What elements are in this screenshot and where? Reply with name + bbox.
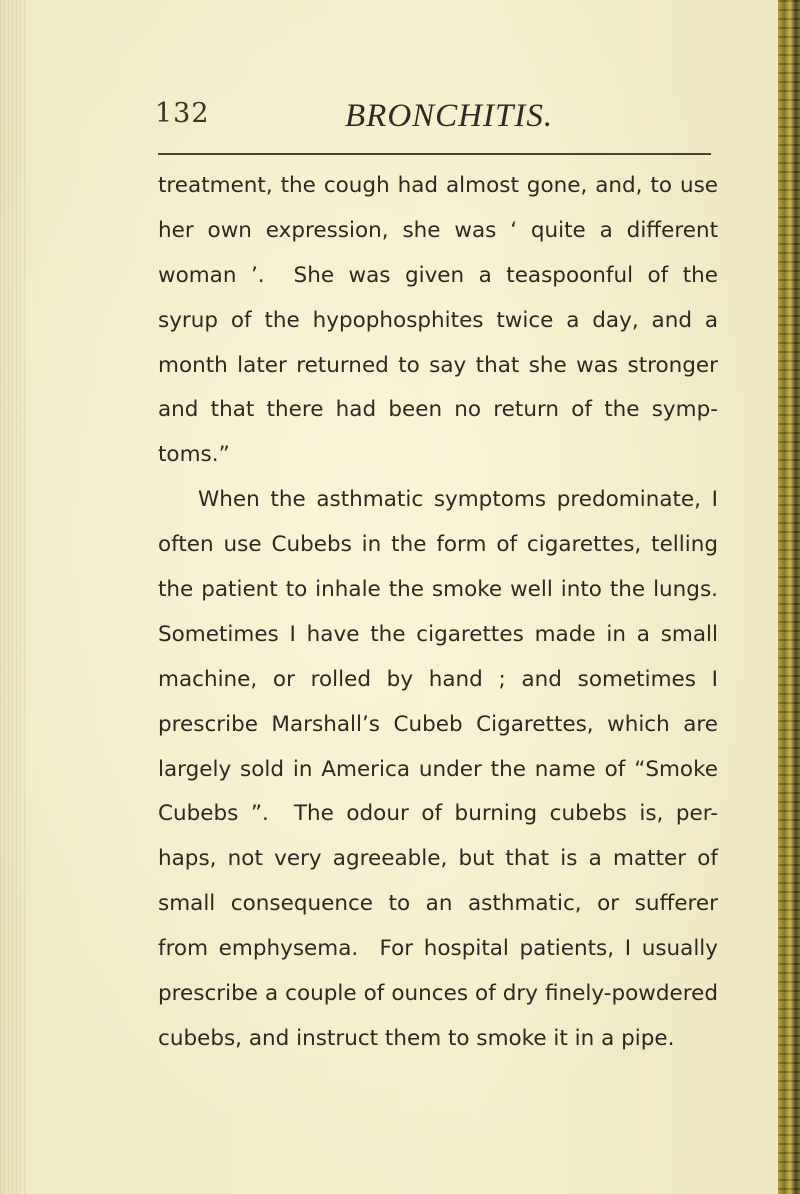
- page-number: 132: [155, 98, 210, 129]
- text-line: treatment, the cough had almost gone, and, to use: [158, 173, 718, 198]
- page-edge: [778, 0, 800, 1194]
- text-line: haps, not very agreeable, but that is a matter of: [158, 846, 718, 872]
- text-line: prescribe a couple of ounces of dry finely-powdered: [158, 981, 718, 1007]
- text-line: machine, or rolled by hand ; and sometimes I: [158, 666, 718, 692]
- text-line: When the asthmatic symptoms predominate, I: [198, 487, 718, 513]
- text-line: often use Cubebs in the form of cigarettes, telling: [158, 532, 718, 558]
- text-line: Sometimes I have the cigarettes made in a small: [158, 621, 718, 647]
- text-line: syrup of the hypophosphites twice a day, and a: [158, 307, 718, 333]
- text-line: woman ’. She was given a teaspoonful of the: [158, 262, 718, 288]
- text-line: cubebs, and instruct them to smoke it in a pipe.: [158, 1025, 675, 1051]
- text-line: the patient to inhale the smoke well into the lungs.: [158, 577, 718, 603]
- text-line: month later returned to say that she was stronger: [158, 352, 718, 378]
- body-text: [158, 164, 718, 1062]
- paragraph: [158, 164, 718, 478]
- text-line: Cubebs ”. The odour of burning cubebs is, per-: [158, 801, 718, 827]
- text-line: largely sold in America under the name of “Smoke: [158, 756, 718, 782]
- running-head: BRONCHITIS.: [345, 98, 554, 134]
- page-header: [155, 98, 710, 142]
- text-line: toms.”: [158, 442, 230, 468]
- header-rule: [158, 153, 711, 155]
- text-line: prescribe Marshall’s Cubeb Cigarettes, which are: [158, 711, 718, 737]
- text-line: from emphysema. For hospital patients, I usually: [158, 936, 718, 962]
- text-line: and that there had been no return of the symp-: [158, 397, 718, 423]
- page-gutter: [0, 0, 26, 1194]
- text-line: her own expression, she was ‘ quite a different: [158, 217, 718, 243]
- paragraph: [158, 478, 718, 1062]
- text-line: small consequence to an asthmatic, or sufferer: [158, 891, 718, 917]
